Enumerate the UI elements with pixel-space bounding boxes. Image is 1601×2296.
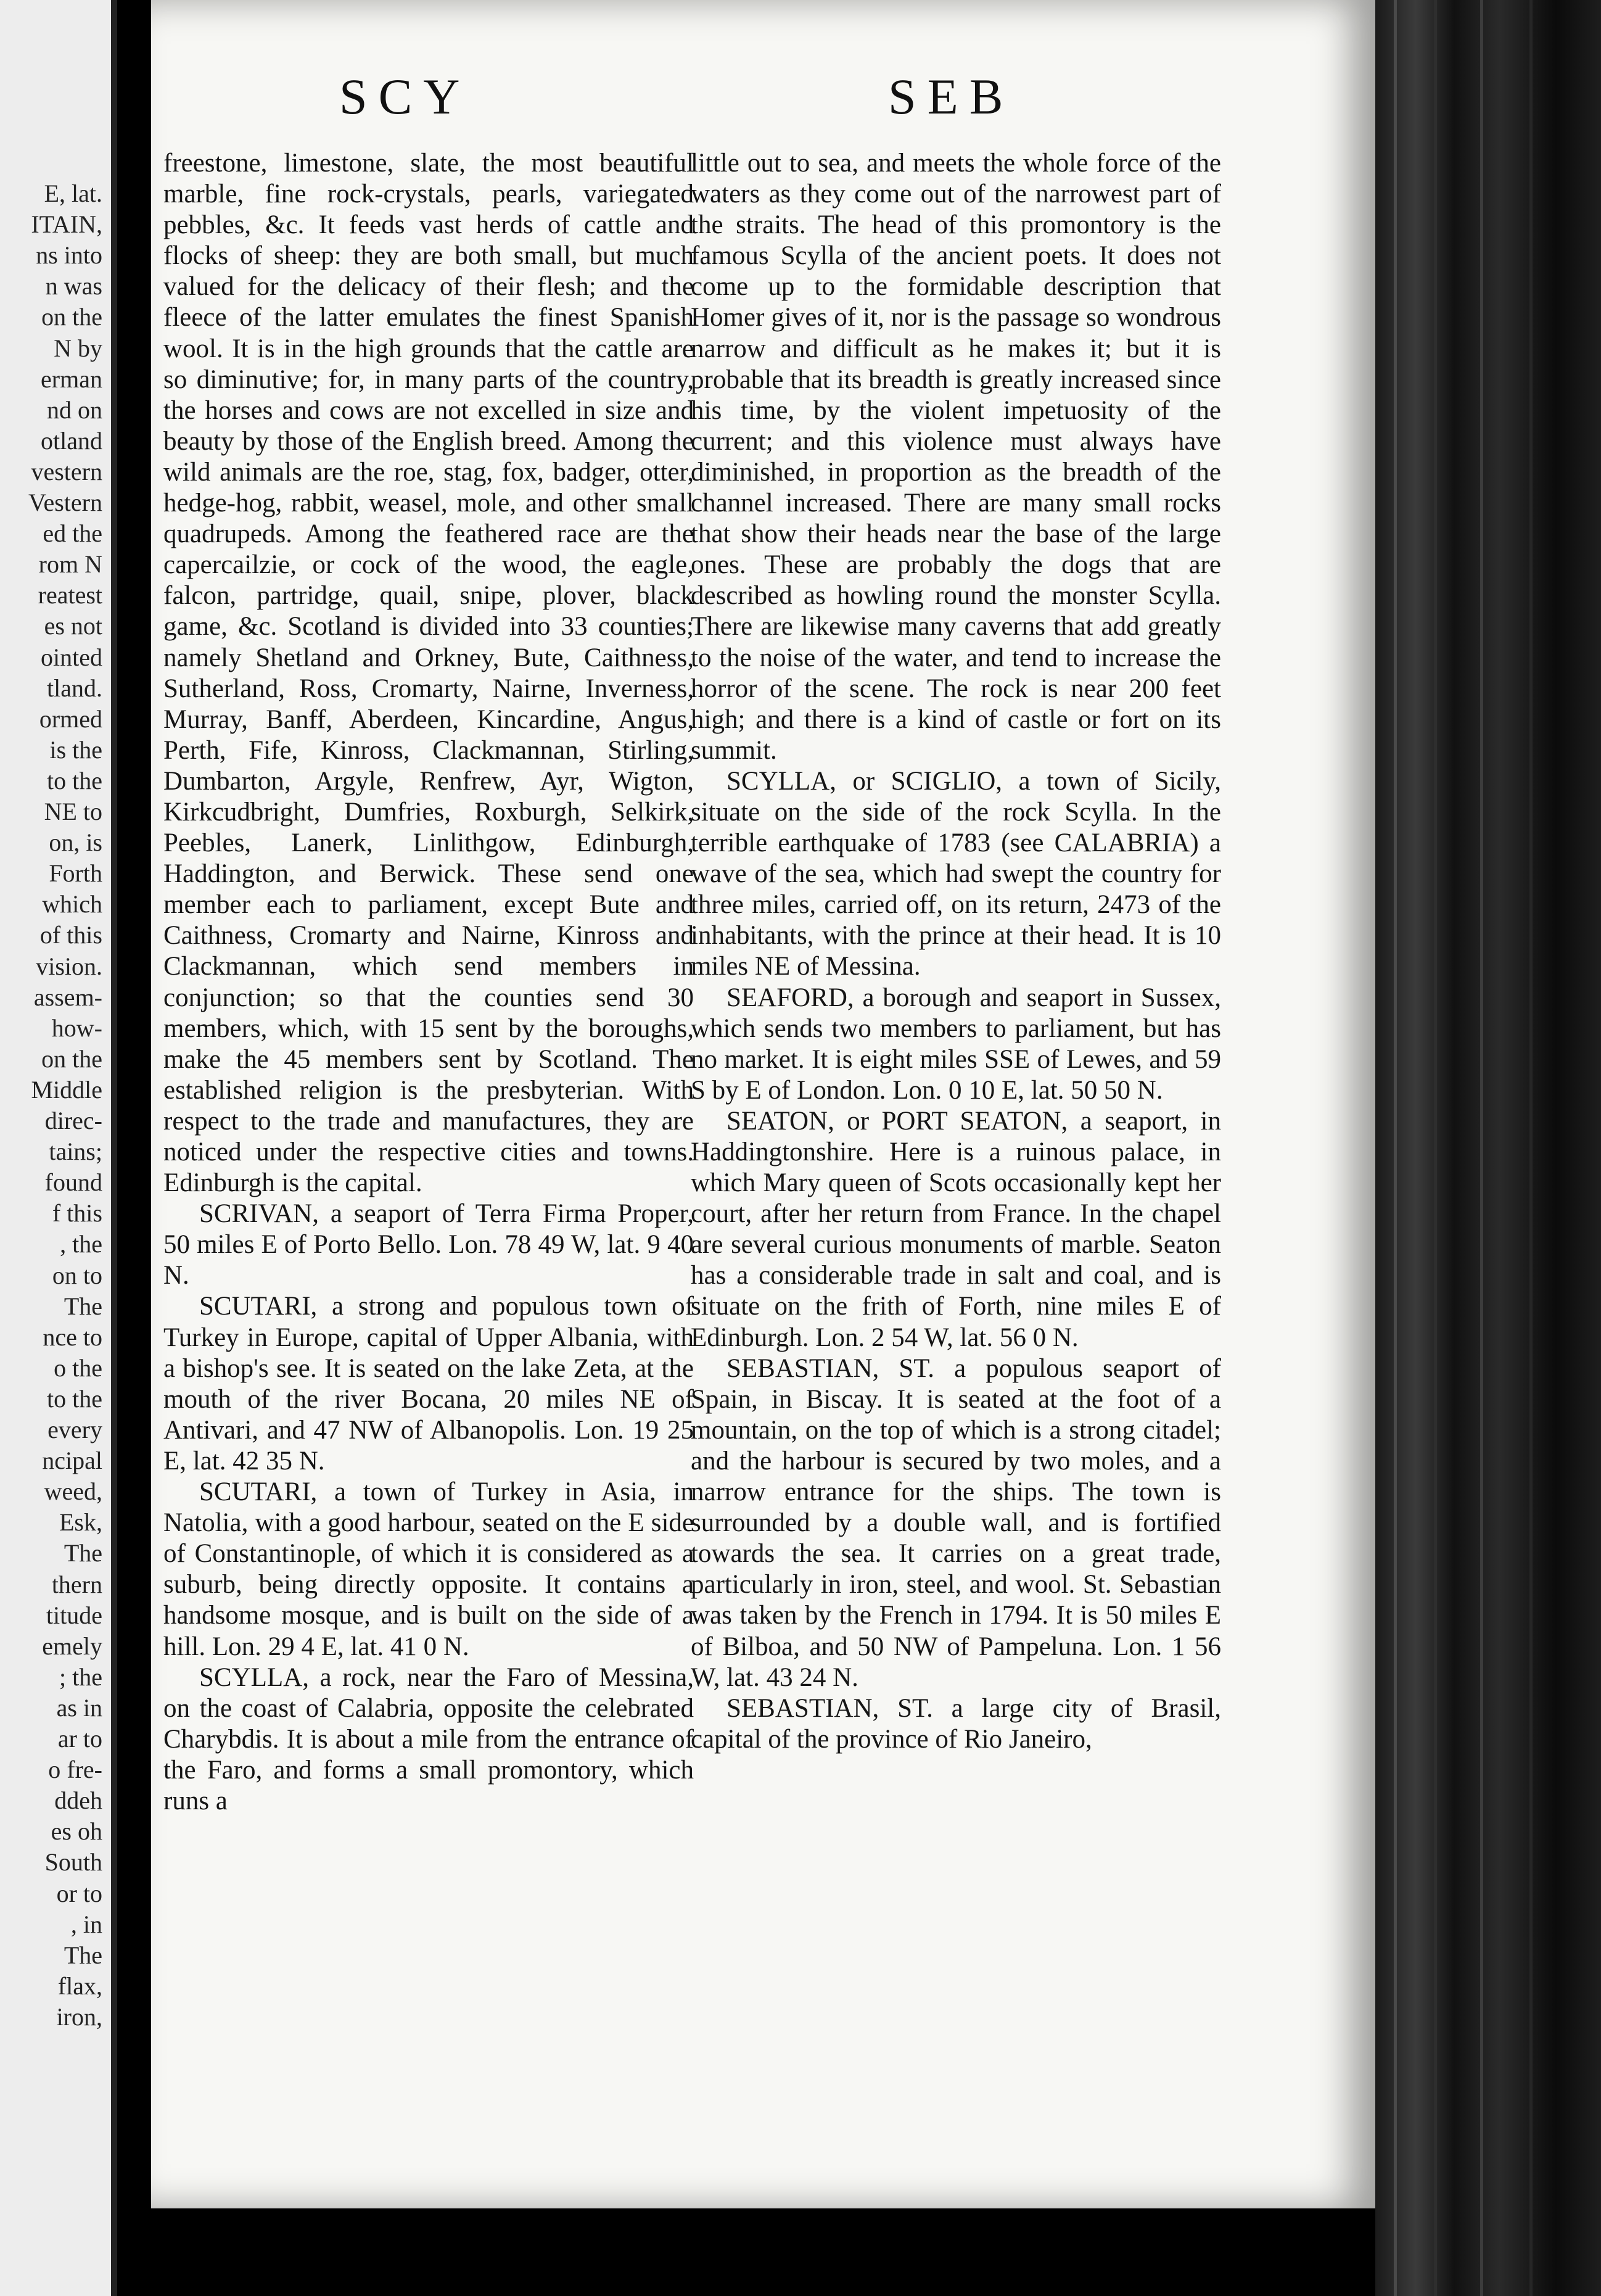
entry-sebastian-brasil: SEBASTIAN, ST. a large city of Brasil, capital of the province of Rio Janeiro, bbox=[691, 1693, 1221, 1754]
margin-fragment: direc- bbox=[44, 1107, 102, 1134]
margin-fragment: found bbox=[44, 1168, 102, 1197]
margin-fragment: tains; bbox=[49, 1138, 102, 1166]
margin-fragment: nd on bbox=[47, 395, 102, 424]
margin-fragment: thern bbox=[51, 1570, 102, 1598]
margin-fragment: ar to bbox=[57, 1725, 102, 1753]
margin-fragment: on to bbox=[52, 1261, 102, 1289]
entry-seaford: SEAFORD, a borough and seaport in Sussex, which sends two members to parliament, but has no market. It is eight miles SSE of Lewes, and 59 S by E of London. Lon. 0 10 E, lat. 50 50 N. bbox=[691, 983, 1221, 1105]
margin-fragment: es not bbox=[44, 612, 102, 640]
margin-fragment: ITAIN, bbox=[31, 210, 102, 239]
margin-fragment: , in bbox=[70, 1910, 102, 1938]
margin-fragment: or to bbox=[56, 1879, 102, 1907]
margin-fragment: on, is bbox=[49, 828, 102, 857]
entry-sebastian-spain: SEBASTIAN, ST. a populous seaport of Spain, in Biscay. It is seated at the foot of a mountain, on the top of which is a strong citadel; and the harbour is secured by two moles, and a narrow entrance for the ships. The town is surrounded by a double wall, and is fortified towards the sea. It carries on a great trade, particularly in iron, steel, and wool. St. Sebastian was taken by the French in 1794. It is 50 miles E of Bilboa, and 50 NW of Pampeluna. Lon. 1 56 W, lat. 43 24 N. bbox=[691, 1353, 1221, 1692]
book-page bbox=[151, 0, 1375, 2208]
margin-fragment: weed, bbox=[44, 1477, 102, 1506]
margin-fragment: ed the bbox=[43, 519, 102, 548]
margin-fragment: o fre- bbox=[48, 1756, 102, 1784]
margin-fragment: es oh bbox=[51, 1817, 102, 1846]
previous-page-fragment bbox=[0, 0, 117, 2296]
margin-fragment: o the bbox=[54, 1353, 102, 1382]
margin-fragment: flax, bbox=[57, 1972, 102, 2000]
margin-fragment: titude bbox=[46, 1601, 102, 1629]
margin-fragment: ointed bbox=[41, 643, 102, 671]
margin-fragment: erman bbox=[41, 365, 102, 393]
margin-fragment: ddeh bbox=[54, 1786, 102, 1815]
margin-fragment: emely bbox=[42, 1632, 102, 1660]
margin-fragment: which bbox=[42, 890, 102, 919]
margin-fragment: , the bbox=[60, 1230, 102, 1258]
margin-fragment: assem- bbox=[33, 983, 102, 1011]
margin-fragment: E, lat. bbox=[44, 180, 102, 207]
margin-fragment: on the bbox=[41, 303, 102, 331]
margin-fragment: N by bbox=[54, 334, 102, 362]
margin-fragment: vision. bbox=[36, 952, 102, 980]
margin-fragment: tland. bbox=[47, 674, 102, 702]
margin-fragment: ; the bbox=[59, 1662, 102, 1691]
margin-fragment: The bbox=[64, 1292, 102, 1320]
entry-scylla-rock: SCYLLA, a rock, near the Faro of Messina, on the coast of Calabria, opposite the celebrated Charybdis. It is about a mile from the entrance of the Faro, and forms a small promontory, which runs a bbox=[163, 1662, 694, 1815]
margin-fragment: ormed bbox=[39, 704, 102, 733]
margin-fragment: The bbox=[64, 1941, 102, 1969]
entry-scrivan: SCRIVAN, a seaport of Terra Firma Proper, 50 miles E of Porto Bello. Lon. 78 49 W, lat. 9 40 N. bbox=[163, 1199, 694, 1290]
left-entry-continuation: freestone, limestone, slate, the most beautiful marble, fine rock-crystals, pearls, variegated pebbles, &c. It feeds vast herds of cattle and flocks of sheep: they are both small, but much valued for the delicacy of their flesh; and the fleece of the latter emulates the finest Spanish wool. It is in the high grounds that the cattle are so diminutive; for, in many parts of the country, the horses and cows are not excelled in size and beauty by those of the English breed. Among the wild animals are the roe, stag, fox, badger, otter, hedge-hog, rabbit, weasel, mole, and other small quadrupeds. Among the feathered race are the capercailzie, or cock of the wood, the eagle, falcon, partridge, quail, snipe, plover, black game, &c. Scotland is divided into 33 counties; namely Shetland and Orkney, Bute, Caithness, Sutherland, Ross, Cromarty, Nairne, Inverness, Murray, Banff, Aberdeen, Kincardine, Angus, Perth, Fife, Kinross, Clackmannan, Stirling, Dumbarton, Argyle, Renfrew, Ayr, Wigton, Kirkcudbright, Dumfries, Roxburgh, Selkirk, Peebles, Lanerk, Linlithgow, Edinburgh, Haddington, and Berwick. These send one member each to parliament, except Bute and Caithness, Cromarty and Nairne, Kinross and Clackmannan, which send members in conjunction; so that the counties send 30 members, which, with 15 sent by the boroughs, make the 45 members sent by Scotland. The established religion is the presbyterian. With respect to the trade and manufactures, they are noticed under the respective cities and towns. Edinburgh is the capital. bbox=[163, 149, 694, 1198]
margin-fragment: Forth bbox=[49, 859, 102, 888]
margin-fragment: is the bbox=[49, 735, 102, 764]
margin-fragment: The bbox=[64, 1539, 102, 1567]
right-column bbox=[691, 148, 1221, 1755]
margin-fragment: how- bbox=[51, 1014, 102, 1042]
margin-fragment: rom N bbox=[38, 550, 102, 579]
entry-scutari-europe: SCUTARI, a strong and populous town of Turkey in Europe, capital of Upper Albania, with a bishop's see. It is seated on the lake Zeta, at the mouth of the river Bocana, 20 miles NE of Antivari, and 47 NW of Albanopolis. Lon. 19 25 E, lat. 42 35 N. bbox=[163, 1292, 694, 1476]
book-page-edges bbox=[1375, 0, 1601, 2296]
margin-fragment: of this bbox=[39, 921, 102, 949]
margin-fragment: f this bbox=[52, 1199, 102, 1228]
margin-fragment: every bbox=[47, 1416, 102, 1443]
margin-fragment: ns into bbox=[36, 241, 102, 270]
margin-fragment: to the bbox=[47, 1384, 102, 1413]
margin-fragment: NE to bbox=[44, 798, 102, 825]
entry-seaton: SEATON, or PORT SEATON, a seaport, in Haddingtonshire. Here is a ruinous palace, in which Mary queen of Scots occasionally kept her court, after her return from France. In the chapel are several curious monuments of marble. Seaton has a considerable trade in salt and coal, and is situate on the frith of Forth, nine miles E of Edinburgh. Lon. 2 54 W, lat. 56 0 N. bbox=[691, 1106, 1221, 1352]
left-headword: SCY bbox=[339, 68, 471, 125]
margin-fragment: nce to bbox=[43, 1323, 102, 1351]
right-entry-continuation: little out to sea, and meets the whole force of the waters as they come out of the narrowest part of the straits. The head of this promontory is the famous Scylla of the ancient poets. It does not come up to the formidable description that Homer gives of it, nor is the passage so wondrous narrow and difficult as he makes it; but it is probable that its breadth is greatly increased since his time, by the violent impetuosity of the current; and this violence must always have diminished, in proportion as the breadth of the channel increased. There are many small rocks that show their heads near the base of the large ones. These are probably the dogs that are described as howling round the monster Scylla. There are likewise many caverns that add greatly to the noise of the water, and tend to increase the horror of the scene. The rock is near 200 feet high; and there is a kind of castle or fort on its summit. bbox=[691, 149, 1221, 765]
margin-fragment: on the bbox=[41, 1044, 102, 1073]
margin-fragment: otland bbox=[41, 426, 102, 455]
margin-fragment: as in bbox=[56, 1693, 102, 1722]
entry-scylla-town: SCYLLA, or SCIGLIO, a town of Sicily, situate on the side of the rock Scylla. In the terrible earthquake of 1783 (see CALABRIA) a wave of the sea, which had swept the country for three miles, carried off, on its return, 2473 of the inhabitants, with the prince at their head. It is 10 miles NE of Messina. bbox=[691, 766, 1221, 981]
margin-fragment: iron, bbox=[56, 2002, 102, 2031]
margin-fragment: Middle bbox=[31, 1075, 102, 1104]
margin-fragment: vestern bbox=[31, 457, 102, 485]
margin-fragment: Vestern bbox=[28, 489, 102, 516]
margin-fragment: to the bbox=[47, 766, 102, 795]
left-column bbox=[163, 148, 694, 1817]
margin-fragment: n was bbox=[45, 272, 102, 300]
margin-fragment: reatest bbox=[38, 581, 102, 609]
margin-fragment: ncipal bbox=[42, 1447, 102, 1475]
margin-fragment: South bbox=[44, 1848, 102, 1877]
right-headword: SEB bbox=[888, 68, 1015, 125]
entry-scutari-asia: SCUTARI, a town of Turkey in Asia, in Natolia, with a good harbour, seated on the E side of Constantinople, of which it is considered as a suburb, being directly opposite. It contains a handsome mosque, and is built on the side of a hill. Lon. 29 4 E, lat. 41 0 N. bbox=[163, 1477, 694, 1661]
margin-fragment: Esk, bbox=[59, 1508, 102, 1537]
